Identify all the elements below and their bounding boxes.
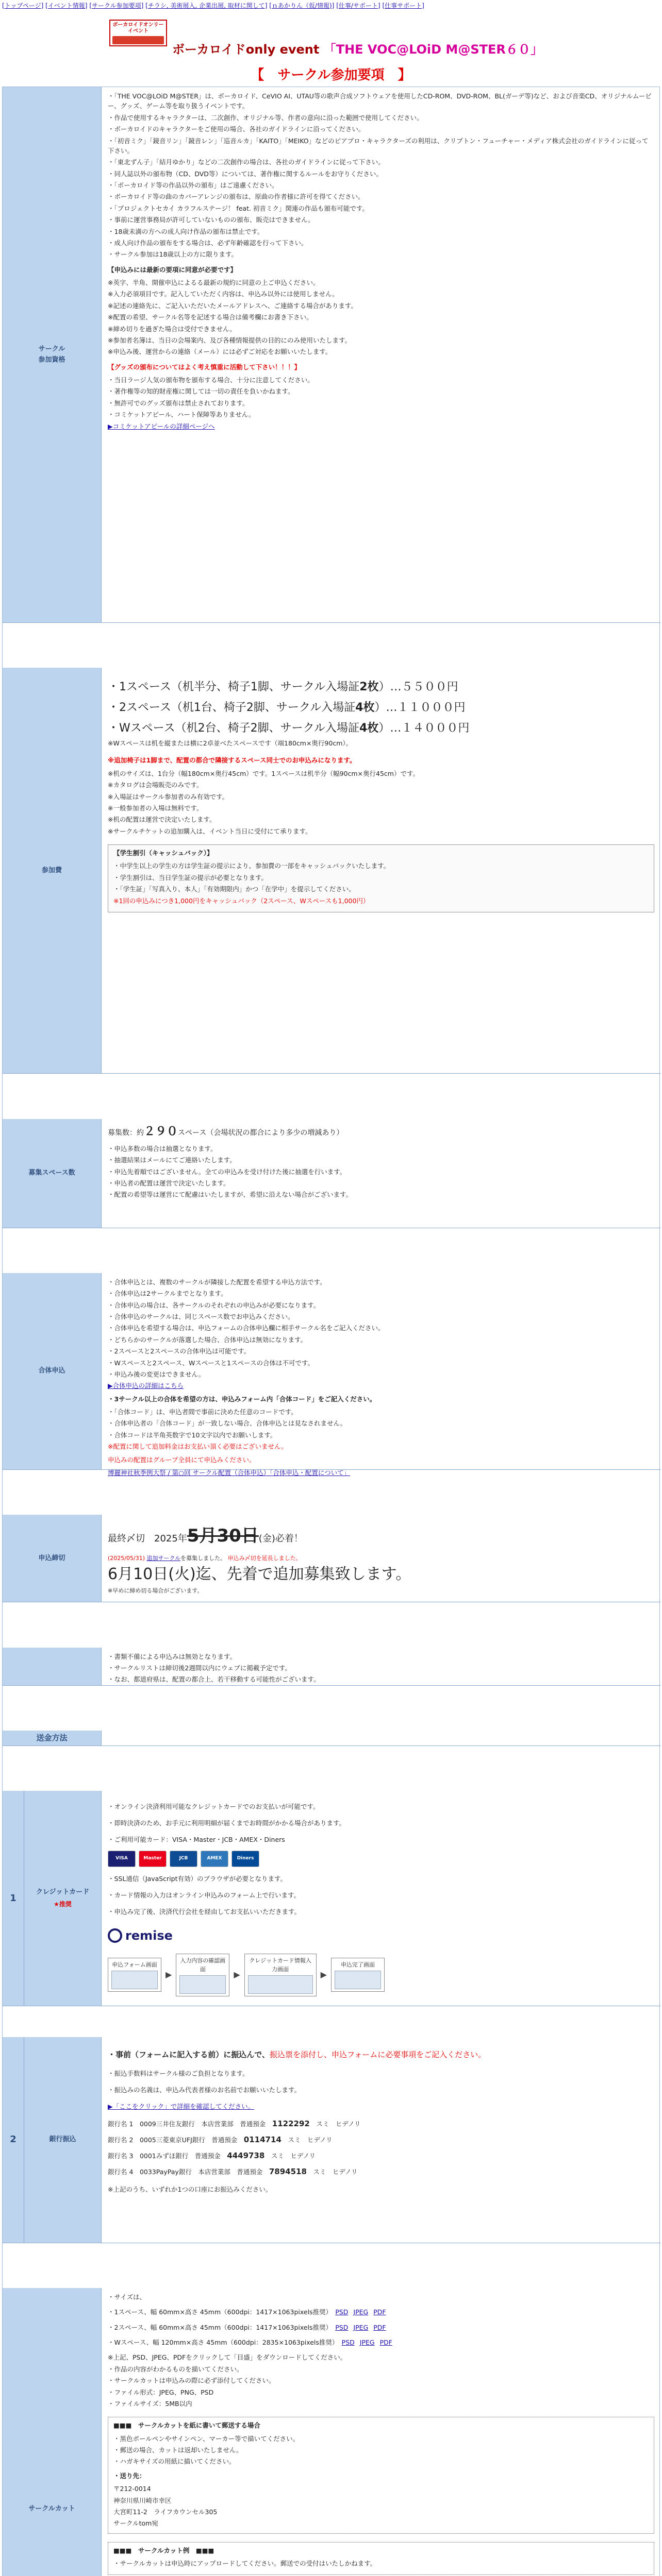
- label-deadline: 申込締切: [3, 1515, 102, 1602]
- label-fee: 参加費: [3, 668, 102, 1074]
- pay2-label: [24, 2037, 102, 2243]
- flow-step-1-label: 申込フォーム画面: [112, 1961, 157, 1969]
- label-joint: 合体申込: [3, 1273, 102, 1470]
- flow-middle-label: クレジットカード情報入力画面: [249, 1957, 311, 1973]
- page-title: [172, 40, 564, 59]
- circle-note-line: ※参加者名簿は、当日の会場案内、及び各種情報提供の目的にのみ使用いたします。: [108, 336, 351, 344]
- circle-goods-block: [108, 375, 654, 420]
- student-lines: [113, 861, 649, 894]
- bank-index: 銀行名 1: [108, 2120, 140, 2128]
- pay2-note-line: ・振込みの名義は、申込み代表者様のお名前でお願いいたします。: [108, 2086, 301, 2094]
- price-wspace-label: ・Wスペース（机2台、椅子2脚、サークル入場証: [108, 721, 359, 735]
- pay1-lines-2: [108, 1874, 654, 1917]
- content-fee: [102, 668, 660, 1074]
- deadline-extra-line: ・なお、都道府県は、配置の都合上、若干移動する可能性がございます。: [108, 1675, 320, 1684]
- cut-intro: ・サイズは、: [108, 2293, 146, 2301]
- space-detail-line: ・配置の希望等は運営にて配慮はいたしますが、希望に沿えない場合がございます。: [108, 1191, 353, 1199]
- bank-branch: 本店営業部: [198, 2168, 237, 2176]
- pay1-number: 1: [3, 1791, 24, 2006]
- cut-note-line: ・作品の内容がわかるものを描いてください。: [108, 2365, 243, 2373]
- card-logo-master-icon: Master: [139, 1851, 167, 1867]
- joint-detail-line: ・合体申込を希望する場合は、申込フォームの合体申込欄に相手サークル名をご記入ください。: [108, 1324, 385, 1332]
- cut-box-line: ・ハガキサイズの用紙に描いてください。: [113, 2458, 236, 2466]
- cut-mail-box: [108, 2417, 654, 2533]
- joint-note-line: ・合体申込者の「合体コード」が一致しない場合、合体申込とは見なされません。: [108, 1419, 347, 1428]
- price-wspace-count: 4枚: [359, 721, 379, 735]
- comiket-appeal-link[interactable]: ▶コミケットアピールの詳細ページへ: [108, 422, 215, 430]
- pay1-content: [102, 1791, 660, 2006]
- pay2-note-line: ・振込手数料はサークル様のご負担となります。: [108, 2069, 249, 2077]
- fee-detail-line: ※カタログは会場販売のみです。: [108, 781, 203, 789]
- price-wspace: [108, 718, 654, 739]
- nav-akarin[interactable]: [ｎあかりん（仮/情報)]: [269, 2, 335, 9]
- circle-goods-line: ・著作権等の知的財産権に関しては一切の責任を負いかねます。: [108, 387, 294, 396]
- price-1space-price: ）…５５００円: [378, 681, 458, 694]
- nav-event-info[interactable]: [イベント情報]: [45, 2, 88, 9]
- flow-step-4: [331, 1958, 385, 1992]
- price-list: [108, 677, 654, 738]
- space-count-suffix: スペース（会場状況の都合により多少の増減あり）: [178, 1128, 344, 1137]
- fee-detail-title: ※追加椅子は1脚まで、配置の都合で隣接するスペース同士でのお申込みになります。: [108, 756, 356, 765]
- circle-text-line: ・「THE VOC@LOiD M@STER」は、ボーカロイド、CeVIO AI、UTAU等の歌声合成ソフトウェアを使用したCD-ROM、DVD-ROM、BL(ガーデ等)など、および音楽CD、オリジナルムービー、グッズ、ゲーム等を取り扱うイベントです。: [108, 92, 652, 110]
- circle-goods-line: ・コミケットアピール、ハート保障等ありません。: [108, 411, 255, 419]
- cut-address-line: 大宮町11-2 ライフカウンセル305: [113, 2507, 218, 2516]
- joint-note-line: ・合体コードは半角英数字で10文字以内でお願いします。: [108, 1431, 277, 1439]
- student-line: ・中学生以上の学生の方は学生証の提示により、参加費の一部をキャッシュバックいたします。: [113, 862, 390, 870]
- bank-number: 0114714: [243, 2134, 282, 2144]
- circle-note-line: ※記述の連絡先に、ご記入いただいたメールアドレスへ、ご連絡する場合があります。: [108, 301, 357, 310]
- content-circle-cut: [102, 2288, 660, 2576]
- flow-step-4-label: 申込完了画面: [340, 1961, 375, 1969]
- price-1space-label: ・1スペース（机半分、椅子1脚、サークル入場証: [108, 681, 360, 694]
- joint-detail-line: ・Wスペースと2スペース、Wスペースと1スペースの合体は不可です。: [108, 1359, 315, 1367]
- cut-size-list: [108, 2307, 654, 2347]
- title-prefix: ボーカロイドonly event: [172, 42, 320, 57]
- fee-note: ※Wスペースは机を縦または横に2卓並べたスペースです（端180cm×奥行90cm）。: [108, 739, 353, 748]
- cut-size-item: [108, 2337, 654, 2347]
- pay1-line: ・オンライン決済利用可能なクレジットカードでのお支払いが可能です。: [108, 1802, 320, 1810]
- joint-detail-line: ・どちらかのサークルが落選した場合、合体申込は無効になります。: [108, 1335, 307, 1344]
- price-2space-label: ・2スペース（机1台、椅子2脚、サークル入場証: [108, 701, 356, 714]
- cut-template-pdf-link[interactable]: PDF: [373, 2323, 386, 2331]
- bank-account: [108, 2134, 654, 2146]
- deadline-update-text-2: 申込み〆切を延長しました。: [227, 1554, 302, 1562]
- pay2-number: 2: [3, 2037, 24, 2243]
- page-header: [2, 11, 660, 83]
- circle-text-line: ・サークル参加は18歳以上の方に限ります。: [108, 250, 238, 259]
- cut-size-label: ・Wスペース、: [108, 2338, 153, 2347]
- price-2space-count: 4枚: [355, 701, 375, 714]
- guide-table: [2, 87, 660, 2576]
- deadline-old-suffix: (金)必着！: [258, 1533, 303, 1545]
- space-count-label: 募集数：約: [108, 1128, 144, 1137]
- nav-top[interactable]: [トップページ]: [2, 2, 44, 9]
- cut-note-line: ・ファイル形式：JPEG、PNG、PSD: [108, 2388, 214, 2396]
- bank-code: 0033PayPay銀行: [139, 2168, 198, 2176]
- content-joint: [102, 1273, 660, 1477]
- circle-text-line: ・「プロジェクトセカイ カラフルステージ！ feat. 初音ミク」関連の作品も頒布可能です。: [108, 204, 369, 212]
- flow-step-3: [244, 1954, 317, 1996]
- price-2space: [108, 698, 654, 718]
- circle-note-line: ※英字、半角、開催申込によるる最新の規約に同意の上ご申込ください。: [108, 279, 320, 286]
- deadline-prefix: 最終〆切 2025年: [108, 1533, 187, 1545]
- pay1-lines: [108, 1802, 654, 1844]
- label-space-count: 募集スペース数: [3, 1119, 102, 1228]
- circle-text-line: ・「東北ずん子」「結月ゆかり」などの二次創作の場合は、各社のガイドラインに従って下さい。: [108, 158, 385, 166]
- cut-size-item: [108, 2307, 654, 2317]
- cut-box-line: ・郵送の場合、カットは返却いたしません。: [113, 2446, 243, 2454]
- cut-box-title: ■■■ サークルカットを紙に書いて郵送する場合: [113, 2421, 260, 2430]
- deadline-note: ※早めに締め切る場合がございます。: [108, 1587, 203, 1594]
- joint-detail-line: ・2スペースと2スペースの合体申込は可能です。: [108, 1347, 251, 1355]
- nav-flyer[interactable]: [チラシ, 美術展入, 企業出展, 取材に関して]: [145, 2, 268, 9]
- cut-size-dimensions: 幅 120mm×高さ 45mm（600dpi：2835×1063pixels推奨）: [153, 2338, 342, 2347]
- pay2-head: [108, 2049, 654, 2061]
- cut-box2-title: ■■■ サークルカット例 ■■■: [113, 2546, 214, 2554]
- deadline-old: [108, 1524, 654, 1549]
- circle-text-line: ・「ボーカロイド等の作品以外の頒布」はご遠慮ください。: [108, 181, 278, 189]
- pay2-foot: ※上記のうち、いずれか1つの口座にお振込みください。: [108, 2185, 272, 2193]
- circle-text-line: ・ボーカロイドのキャラクターをご使用の場合、各社のガイドラインに沿ってください。: [108, 125, 365, 133]
- payment-bank-row: [3, 2037, 660, 2243]
- space-detail-line: ・申込先着順ではございません。全ての申込みを受け付けた後に抽選を行います。: [108, 1167, 346, 1176]
- content-circle-qualification: [102, 87, 660, 623]
- joint-bottom-link[interactable]: 博麗神社秋季例大祭 / 第○回 サークル配置（合体申込）「合体申込・配置について」: [108, 1468, 351, 1477]
- bank-branch: 本店営業部: [201, 2120, 240, 2128]
- bank-number: 1122292: [272, 2119, 310, 2128]
- pay2-detail-link[interactable]: ▶「ここをクリック」で詳細を確認してください。: [108, 2102, 255, 2110]
- flow-step-2-screen: [179, 1975, 226, 1994]
- circle-notes-block: [108, 278, 654, 357]
- joint-red-note-2: 申込みの配置はグループ全員にて申込みください。: [108, 1455, 256, 1464]
- circle-text-line: ・「初音ミク」「鏡音リン」「鏡音レン」「巡音ルカ」「KAITO」「MEIKO」などのピアプロ・キャラクターズの利用は、クリプトン・フューチャー・メディア株式会社のガイドラインに従って下さい。: [108, 137, 649, 155]
- joint-detail-line: ・申込み後の変更はできません。: [108, 1370, 205, 1378]
- cut-template-psd-link[interactable]: PSD: [341, 2338, 355, 2347]
- label-deadline-extra: [3, 1648, 102, 1686]
- deadline-extra-block: [108, 1652, 654, 1685]
- circle-text-line: ・ボーカロイド等の曲のカバーアレンジの頒布は、原曲の作者様に許可を得てください。: [108, 193, 365, 201]
- joint-detail-line: ・合体申込とは、複数のサークルが隣接した配置を希望する申込方法です。: [108, 1278, 326, 1286]
- label-circle-qualification: サークル 参加資格: [3, 87, 102, 623]
- cut-box-line: ・黒色ボールペンやサインペン、マーカー等で描いてください。: [113, 2434, 300, 2443]
- title-main: 「THE VOC@LOiD M@STER６０」: [323, 42, 543, 57]
- cut-size-label: ・2スペース、: [108, 2323, 151, 2331]
- flow-step-2: [176, 1954, 229, 1996]
- remise-icon: [108, 1928, 122, 1943]
- pay1-line-2: ・申込み完了後、決済代行会社を経由してお支払いいただきます。: [108, 1907, 301, 1916]
- pay2-content: [102, 2037, 660, 2243]
- bank-number: 7894518: [269, 2167, 307, 2177]
- cut-box2-text: ・サークルカットは申込時にアップロードしてください。郵送での受付はいたしかねます。: [113, 2560, 377, 2568]
- cut-template-pdf-link[interactable]: PDF: [373, 2308, 386, 2316]
- flow-arrow-icon: ▶: [234, 1969, 240, 1979]
- cut-note-line: ※上記、PSD、JPEG、PDFをクリックして「目盛」をダウンロードしてください。: [108, 2353, 347, 2362]
- cut-size-item: [108, 2323, 654, 2332]
- content-space-count: [102, 1119, 660, 1228]
- bank-type: 普通預金: [237, 2168, 269, 2176]
- joint-details-block: [108, 1277, 654, 1379]
- bank-code: 0009三井住友銀行: [139, 2120, 202, 2128]
- cut-template-jpeg-link[interactable]: JPEG: [359, 2338, 375, 2347]
- bank-list: [108, 2118, 654, 2178]
- fee-detail-line: ※サークルチケットの追加購入は、イベント当日に受付にて承ります。: [108, 827, 312, 835]
- circle-note-line: ※申込み後、運営からの連絡（メール）には必ずご対応をお願いいたします。: [108, 348, 332, 356]
- cut-address-line: 〒212-0014: [113, 2485, 151, 2493]
- remise-logo: [108, 1926, 173, 1945]
- flow-step-1: [108, 1958, 161, 1992]
- bank-code: 0001みずほ銀行: [139, 2152, 195, 2160]
- deadline-update-text: を募集しました。: [180, 1554, 226, 1562]
- fee-detail-line: ※机の配置は運営で決定いたします。: [108, 816, 216, 824]
- card-logo-amex-icon: AMEX: [201, 1851, 228, 1867]
- card-logo-jcb-icon: JCB: [170, 1851, 197, 1867]
- circle-note-line: ※配置の希望、サークル名等を記述する場合は備考欄にお書き下さい。: [108, 313, 313, 321]
- bank-account: [108, 2118, 654, 2130]
- event-logo: [109, 20, 167, 46]
- circle-text-line: ・同人誌以外の頒布物（CD、DVD等）については、著作権に関するルールをお守りください。: [108, 170, 383, 178]
- circle-text-line: ・成人向け作品の頒布をする場合は、必ず年齢確認を行って下さい。: [108, 239, 308, 247]
- price-wspace-price: ）…１４０００円: [378, 721, 470, 735]
- cut-size-dimensions: 幅 60mm×高さ 45mm（600dpi：1417×1063pixels推奨）: [150, 2323, 336, 2331]
- pay2-label-text: 銀行振込: [49, 2136, 76, 2144]
- joint-detail-line: ・合体申込のサークルは、同じスペース数でお申込みください。: [108, 1313, 294, 1321]
- deadline-extra-line: ・サークルリストは締切後2週間以内にウェブに掲載予定です。: [108, 1664, 291, 1672]
- bank-number: 4449738: [227, 2151, 265, 2160]
- bank-type: 普通預金: [211, 2136, 244, 2144]
- student-line: ・学生割引は、当日学生証の提示が必要となります。: [113, 873, 268, 882]
- circle-note-line: ※入力必須項目です。記入していただく内容は、申込み以外には使用しません。: [108, 290, 339, 298]
- flow-step-1-screen: [111, 1971, 158, 1989]
- space-details-block: [108, 1144, 654, 1200]
- deadline-extra-line: ・書類不備による申込みは無効となります。: [108, 1652, 237, 1660]
- cut-template-psd-link[interactable]: PSD: [335, 2308, 349, 2316]
- payment-flow: [108, 1954, 654, 1996]
- bank-index: 銀行名 4: [108, 2168, 140, 2176]
- flow-step-4-screen: [335, 1971, 381, 1989]
- space-count-line: [108, 1123, 654, 1141]
- joint-note-title: ・3サークル以上の合体を希望の方は、申込みフォーム内「合体コード」をご記入ください。: [108, 1395, 376, 1403]
- student-note: ※1回の申込みにつき1,000円をキャッシュバック（2スペース、Wスペースも1,000円）: [113, 896, 370, 905]
- joint-note-line: ・「合体コード」は、申込者間で事前に決めた任意のコードです。: [108, 1408, 297, 1416]
- cut-address-line: サークルtom宛: [113, 2519, 158, 2528]
- joint-red-note: ※配置に関して追加料金はお支払い頂く必要はございません。: [108, 1443, 288, 1451]
- top-nav: [2, 1, 660, 11]
- cut-template-jpeg-link[interactable]: JPEG: [353, 2323, 369, 2331]
- pay1-label-text: クレジットカード: [36, 1888, 90, 1896]
- bank-holder: スミ ヒデノリ: [264, 2152, 316, 2160]
- cut-size-label: ・1スペース、: [108, 2308, 151, 2316]
- cut-note-line: ・ファイルサイズ：5MB以内: [108, 2399, 192, 2408]
- bank-holder: スミ ヒデノリ: [281, 2136, 333, 2144]
- cut-address-line: 神奈川県川崎市幸区: [113, 2496, 172, 2504]
- logo-bar: [112, 36, 164, 44]
- card-logo-diners-icon: Diners: [231, 1851, 259, 1867]
- payment-credit-row: [3, 1791, 660, 1992]
- circle-goods-title: 【グッズの頒布についてはよく考え慎重に活動して下さい！！！】: [108, 363, 301, 371]
- label-circle-cut: サークルカット: [3, 2288, 102, 2576]
- cut-address-title: ・送り先：: [113, 2471, 146, 2480]
- cut-size-dimensions: 幅 60mm×高さ 45mm（600dpi：1417×1063pixels推奨）: [150, 2308, 336, 2316]
- pay1-line: ・即時決済のため、お手元に利用明細が届くまでお時間がかかる場合があります。: [108, 1819, 346, 1827]
- deadline-update: [108, 1554, 654, 1563]
- price-2space-price: ）…１１０００円: [374, 701, 466, 714]
- student-title: 【学生割引（キャッシュバック）】: [113, 849, 213, 857]
- bank-index: 銀行名 3: [108, 2152, 140, 2160]
- deadline-old-date: 5月30日: [187, 1526, 259, 1547]
- bank-index: 銀行名 2: [108, 2136, 140, 2144]
- payment-header-spacer: [102, 1731, 660, 1746]
- nav-support[interactable]: [仕事/サポート]: [336, 2, 380, 9]
- bank-account: [108, 2166, 654, 2178]
- cut-example-box: [108, 2542, 654, 2575]
- remise-text: remise: [125, 1928, 173, 1943]
- cut-template-psd-link[interactable]: PSD: [335, 2323, 349, 2331]
- card-logo-visa-icon: VISA: [108, 1851, 136, 1867]
- flow-arrow-icon: ▶: [166, 1969, 172, 1979]
- deadline-new: 6月10日(火)迄、先着で追加募集致します。: [108, 1565, 411, 1583]
- deadline-update-link[interactable]: 追加サークル: [146, 1554, 181, 1562]
- bank-holder: スミ ヒデノリ: [306, 2168, 358, 2176]
- cut-template-pdf-link[interactable]: PDF: [379, 2338, 392, 2347]
- circle-text-line: ・作品で使用するキャラクターは、二次創作、オリジナル等、作者の意向に沿った範囲で使用してください。: [108, 113, 423, 122]
- joint-notes-block: [108, 1407, 654, 1440]
- bank-type: 普通預金: [240, 2120, 272, 2128]
- joint-detail-line: ・合体申込の場合は、各サークルのそれぞれの申込みが必要になります。: [108, 1301, 320, 1309]
- content-deadline-extra: [102, 1648, 660, 1686]
- bank-account: [108, 2150, 654, 2162]
- pay2-head-text: ・事前（フォームに記入する前）に振込んで、: [108, 2049, 270, 2059]
- price-1space: [108, 677, 654, 698]
- cut-template-jpeg-link[interactable]: JPEG: [353, 2308, 369, 2316]
- joint-detail-line: ・合体申込は2サークルまでとなります。: [108, 1290, 227, 1298]
- cut-note-line: ・サークルカットは申込みの際に必ず添付してください。: [108, 2377, 275, 2385]
- content-deadline: [102, 1515, 660, 1602]
- pay1-line: ・ご利用可能カード：VISA・Master・JCB・AMEX・Diners: [108, 1835, 285, 1843]
- circle-goods-line: ・当日ラージ人気の頒布物を頒布する場合、十分に注意してください。: [108, 376, 314, 384]
- pay1-line-2: ・カード情報の入力はオンライン申込みのフォーム上で行います。: [108, 1891, 301, 1899]
- circle-goods-line: ・無許可でのグッズ頒布は禁止されております。: [108, 399, 249, 407]
- page-subtitle: 【 サークル参加要項 】: [251, 67, 411, 83]
- flow-arrow-icon: ▶: [320, 1969, 327, 1979]
- logo-text: ボーカロイドオンリー イベント: [112, 22, 164, 34]
- pay1-line-2: ・SSL通信（JavaScript有効）のブラウザが必要となります。: [108, 1874, 287, 1883]
- joint-detail-link[interactable]: ▶合体申込の詳細はこちら: [108, 1382, 184, 1390]
- space-detail-line: ・抽選結果はメールにてご連絡いたします。: [108, 1156, 236, 1164]
- flow-step-2-label: 入力内容の確認画面: [180, 1957, 226, 1973]
- circle-notes-title: 【申込みには最新の要項に同意が必要です】: [108, 265, 237, 274]
- cut-box-text: [113, 2434, 649, 2467]
- pay1-recommend: ★推奨: [54, 1901, 72, 1908]
- pay2-head-red: 振込票を添付し、申込フォームに必要事項をご記入ください。: [269, 2049, 486, 2059]
- circle-text-line: ・18歳未満の方への成人向け作品の頒布は禁止です。: [108, 227, 264, 235]
- student-discount-box: [108, 844, 654, 912]
- fee-detail-line: ※一般参加者の入場は無料です。: [108, 804, 203, 812]
- label-payment-method: 送金方法: [3, 1731, 102, 1746]
- cut-address: [113, 2484, 649, 2529]
- student-line: ・「学生証」「写真入り、本人」「有効期限内」かつ「在学中」を提示してください。: [113, 885, 355, 893]
- nav-circle-guide[interactable]: [サークル参加要項]: [89, 2, 144, 9]
- fee-details-block: [108, 769, 654, 836]
- bank-holder: スミ ヒデノリ: [309, 2120, 361, 2128]
- deadline-update-date: (2025/05/31): [108, 1554, 145, 1562]
- flow-step-3-screen: [248, 1975, 313, 1994]
- circle-text-line: ・事前に運営事務局が許可していないものの頒布、販売はできません。: [108, 216, 315, 224]
- circle-note-line: ※締め切りを過ぎた場合は受付できません。: [108, 325, 236, 333]
- circle-text-block: [108, 91, 654, 260]
- space-detail-line: ・申込者の配置は運営で決定いたします。: [108, 1179, 230, 1187]
- pay2-notes: [108, 2069, 654, 2095]
- price-1space-count: 2枚: [359, 681, 379, 694]
- fee-detail-line: ※机のサイズは、1台分（幅180cm×奥行45cm）です。1スペースは机半分（幅90cm×奥行45cm）です。: [108, 769, 419, 777]
- pay1-label: [24, 1791, 102, 2006]
- nav-support-2[interactable]: [仕事サポート]: [382, 2, 424, 9]
- card-logos: [108, 1851, 654, 1867]
- bank-type: 普通預金: [194, 2152, 227, 2160]
- bank-code: 0005三菱東京UFJ銀行: [139, 2136, 212, 2144]
- space-detail-line: ・申込多数の場合は抽選となります。: [108, 1144, 217, 1153]
- space-count-value: ２９０: [144, 1125, 178, 1138]
- fee-detail-line: ※入場証はサークル参加者のみ有効です。: [108, 792, 229, 801]
- cut-notes: [108, 2352, 654, 2409]
